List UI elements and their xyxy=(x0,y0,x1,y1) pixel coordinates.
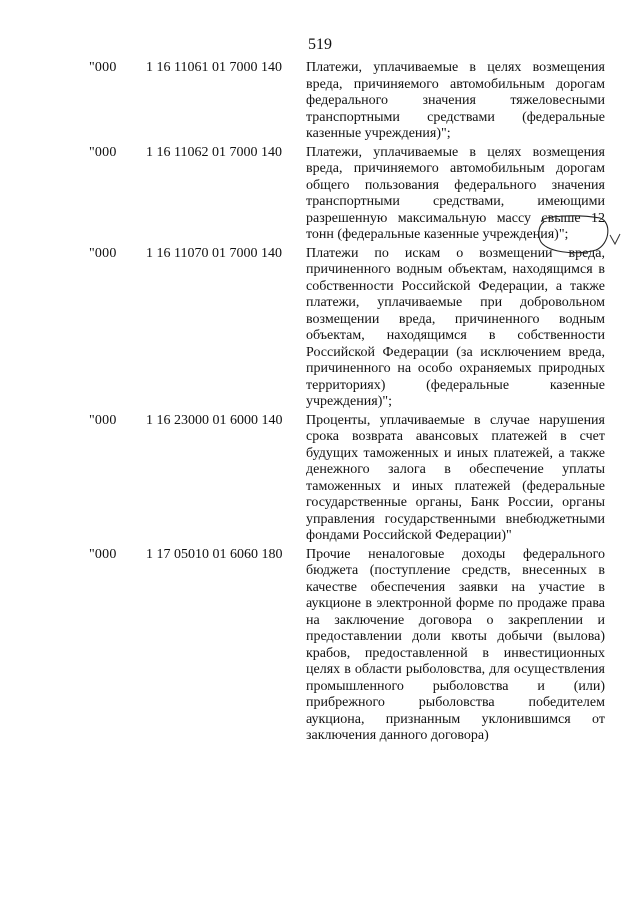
list-item xyxy=(0,60,640,143)
kbk-code: 1 16 11062 01 7000 140 xyxy=(146,144,282,160)
list-item xyxy=(0,145,640,244)
kbk-code: 1 16 23000 01 6000 140 xyxy=(146,412,283,428)
kbk-code: 1 16 11070 01 7000 140 xyxy=(146,245,282,261)
admin-code: "000 xyxy=(89,60,117,75)
admin-code: "000 xyxy=(89,144,117,160)
page-number: 519 xyxy=(308,36,332,53)
income-description: Платежи, уплачиваемые в целях возмещения вреда, причиняемого автомобильным дорогам федерального значения тяжеловесными транспортными средствами (федеральные казенные учреждения)"; xyxy=(306,60,605,141)
admin-code: "000 xyxy=(89,412,117,428)
admin-code: "000 xyxy=(89,245,117,261)
list-item xyxy=(0,413,640,545)
income-description: Прочие неналоговые доходы федерального бюджета (поступление средств, внесенных в качестве обеспечения заявки на участие в аукционе в электронной форме по продаже права на заключение договора о закреплении и предоставлении доли квоты добычи (вылова) крабов, предоставленной в инвестиционных целях в области рыболовства, для осуществления промышленного рыболовства и (или) прибрежного рыболовства победителем аукциона, признанным уклонившимся от заключения данного договора) xyxy=(306,546,605,743)
list-item xyxy=(0,547,640,745)
kbk-code: 1 16 11061 01 7000 140 xyxy=(146,60,282,75)
income-description: Платежи, уплачиваемые в целях возмещения вреда, причиняемого автомобильным дорогам общего пользования федерального значения транспортными средствами, имеющими разрешенную максимальную массу свыше 12 тонн (федеральные казенные учреждения)"; xyxy=(306,144,605,242)
list-item xyxy=(0,246,640,411)
income-description: Платежи по искам о возмещении вреда, причиненного водным объектам, находящимся в собственности Российской Федерации, а также платежи, уплачиваемые при добровольном возмещении вреда, причиненного водным объектам, находящимся в собственности Российской Федерации (за исключением вреда, причиненного на особо охраняемых природных территориях) (федеральные казенные учреждения)"; xyxy=(306,245,605,409)
budget-classification-list xyxy=(0,60,640,745)
kbk-code: 1 17 05010 01 6060 180 xyxy=(146,546,283,562)
admin-code: "000 xyxy=(89,546,117,562)
income-description: Проценты, уплачиваемые в случае нарушения срока возврата авансовых платежей в счет будущих таможенных и иных платежей, а также денежного залога в обеспечение уплаты таможенных и иных платежей (федеральные государственные органы, Банк России, органы управления государственными внебюджетными фондами Российской Федерации)" xyxy=(306,412,605,543)
